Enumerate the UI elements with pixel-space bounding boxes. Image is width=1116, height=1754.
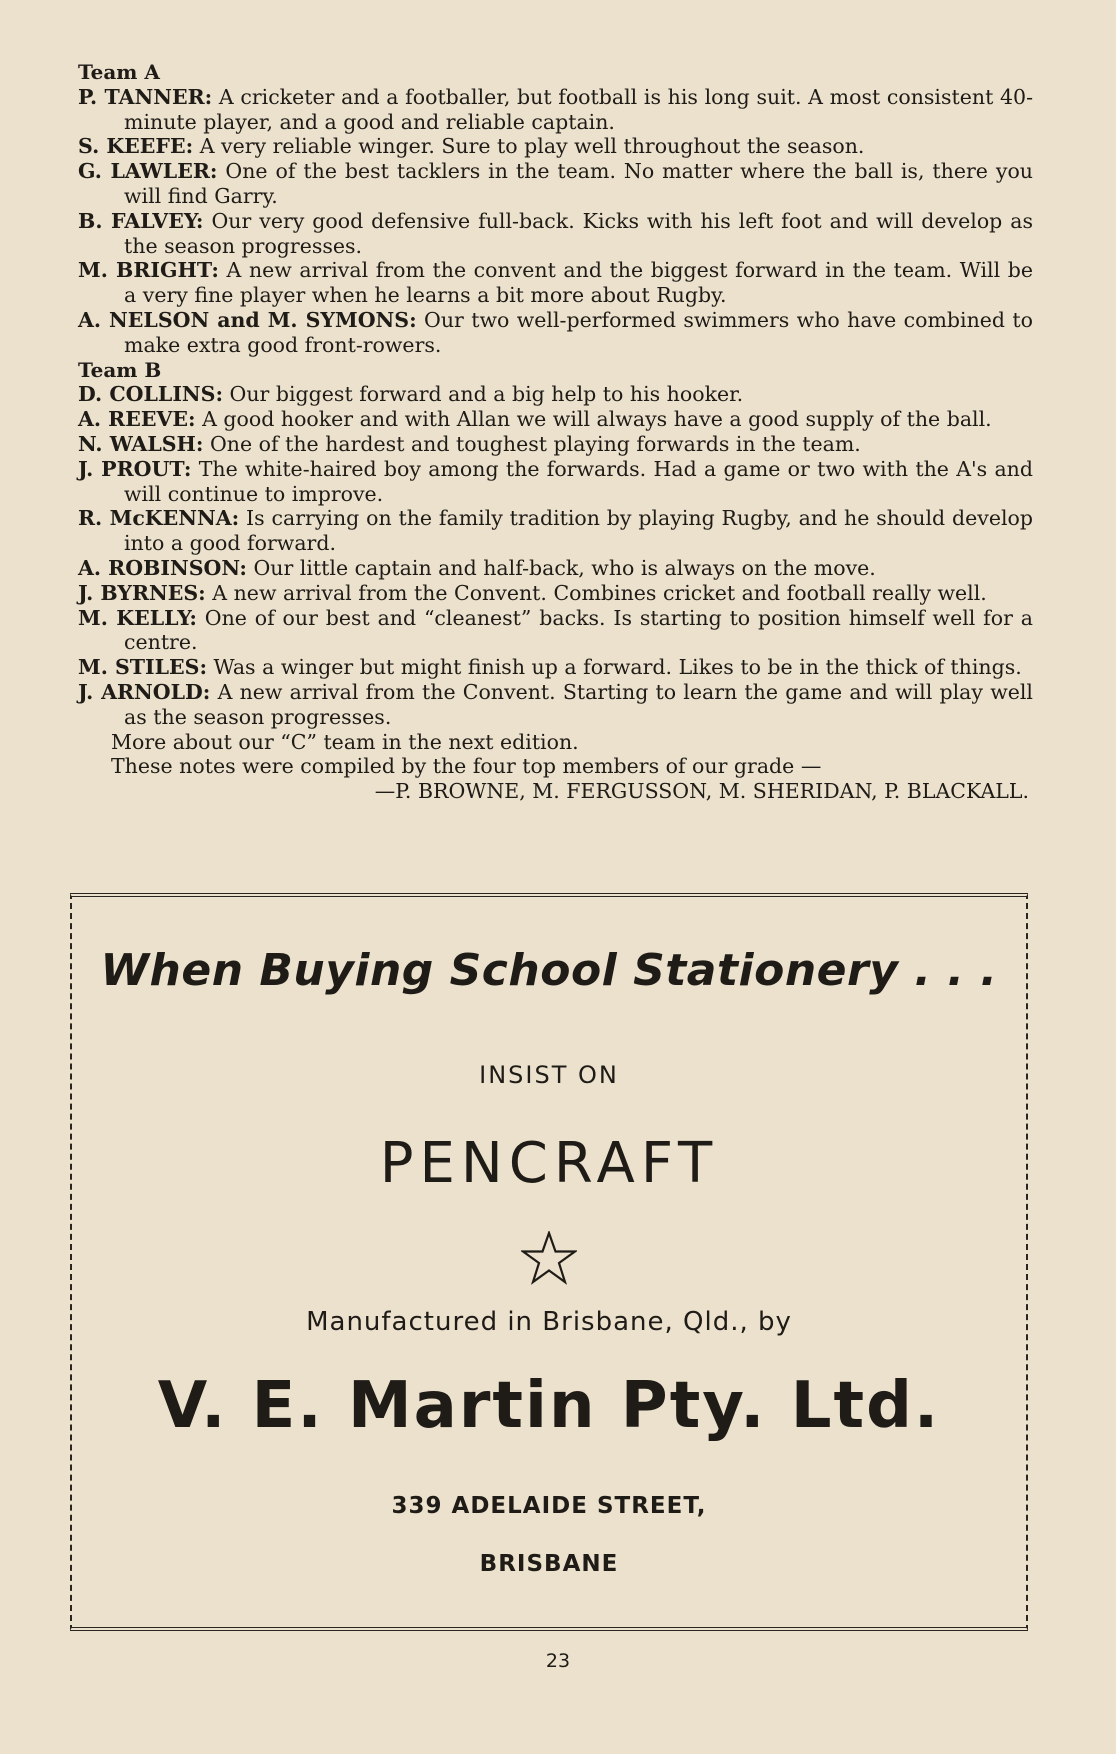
player-name: A. REEVE: <box>78 407 196 432</box>
next-edition-note: More about our “C” team in the next edition. <box>111 729 579 754</box>
player-name: M. BRIGHT: <box>78 258 219 283</box>
player-entry <box>78 680 1033 730</box>
player-description: One of the best tacklers in the team. No matter where the ball is, there you will find Garry. <box>124 159 1033 208</box>
pencraft-advertisement <box>70 893 1028 1631</box>
ad-brand-name: PENCRAFT <box>379 1131 719 1196</box>
player-name: J. PROUT: <box>78 456 192 481</box>
team-a-heading: Team A <box>78 60 160 84</box>
player-description: A new arrival from the Convent. Starting to learn the game and will play well as the season progresses. <box>124 679 1033 729</box>
player-description: Our little captain and half-back, who is always on the move. <box>246 555 876 580</box>
player-entry <box>78 581 1033 606</box>
player-entry <box>78 209 1033 259</box>
player-entry <box>78 407 1033 432</box>
player-name: P. TANNER: <box>78 84 213 109</box>
player-name: R. McKENNA: <box>78 506 240 531</box>
football-notes-article <box>78 60 1033 804</box>
player-description: Our biggest forward and a big help to his hooker. <box>223 382 744 407</box>
player-name: N. WALSH: <box>78 431 204 456</box>
player-entry <box>78 308 1033 358</box>
ad-company-name: V. E. Martin Pty. Ltd. <box>157 1369 941 1443</box>
player-entry <box>78 85 1033 135</box>
star-outline-icon <box>72 1231 1026 1291</box>
player-description: A very reliable winger. Sure to play well throughout the season. <box>193 134 865 159</box>
player-description: A new arrival from the Convent. Combines cricket and football really well. <box>205 580 987 605</box>
ad-address-city: BRISBANE <box>479 1551 619 1577</box>
signature: —P. BROWNE, M. FERGUSSON, M. SHERIDAN, P. BLACKALL. <box>374 779 1029 804</box>
team-b-heading: Team B <box>78 357 162 382</box>
ad-headline: When Buying School Stationery . . . <box>100 945 998 996</box>
player-name: A. NELSON and M. SYMONS: <box>78 307 417 332</box>
player-name: M. KELLY: <box>78 605 197 630</box>
player-description: Our two well-performed swimmers who have combined to make extra good front-rowers. <box>124 307 1033 357</box>
player-name: M. STILES: <box>78 655 208 680</box>
player-entry <box>78 432 1033 457</box>
ad-manufactured-line: Manufactured in Brisbane, Qld., by <box>306 1307 792 1337</box>
page-number: 23 <box>545 1650 571 1672</box>
player-description: A new arrival from the convent and the biggest forward in the team. Will be a very fine player when he learns a bit more about Rugby. <box>124 258 1033 308</box>
player-name: B. FALVEY: <box>78 208 204 233</box>
player-name: S. KEEFE: <box>78 134 194 159</box>
player-description: One of our best and “cleanest” backs. Is starting to position himself well for a centre. <box>124 605 1033 655</box>
player-name: J. ARNOLD: <box>78 679 211 704</box>
player-description: Was a winger but might finish up a forward. Likes to be in the thick of things. <box>207 655 1022 680</box>
player-entry <box>78 655 1033 680</box>
player-entry <box>78 606 1033 656</box>
player-entry <box>78 457 1033 507</box>
player-name: A. ROBINSON: <box>78 555 247 580</box>
player-description: A good hooker and with Allan we will always have a good supply of the ball. <box>195 407 992 432</box>
player-description: Our very good defensive full-back. Kicks with his left foot and will develop as the season progresses. <box>124 208 1034 258</box>
player-description: One of the hardest and toughest playing forwards in the team. <box>203 431 861 456</box>
player-name: J. BYRNES: <box>78 580 206 605</box>
ad-insist-on: INSIST ON <box>479 1061 619 1089</box>
player-entry <box>78 258 1033 308</box>
player-entry <box>78 506 1033 556</box>
player-entry <box>78 159 1033 209</box>
ad-address-street: 339 ADELAIDE STREET, <box>391 1493 707 1519</box>
player-name: D. COLLINS: <box>78 382 224 407</box>
player-entry <box>78 382 1033 407</box>
compiled-by-note: These notes were compiled by the four top members of our grade — <box>111 754 822 779</box>
player-description: Is carrying on the family tradition by playing Rugby, and he should develop into a good forward. <box>124 506 1033 556</box>
player-name: G. LAWLER: <box>78 159 218 184</box>
player-entry <box>78 556 1033 581</box>
player-description: A cricketer and a footballer, but football is his long suit. A most consistent 40-minute player, and a good and reliable captain. <box>124 84 1033 134</box>
player-description: The white-haired boy among the forwards. Had a game or two with the A's and will continue to improve. <box>124 456 1033 506</box>
player-entry <box>78 134 1033 159</box>
